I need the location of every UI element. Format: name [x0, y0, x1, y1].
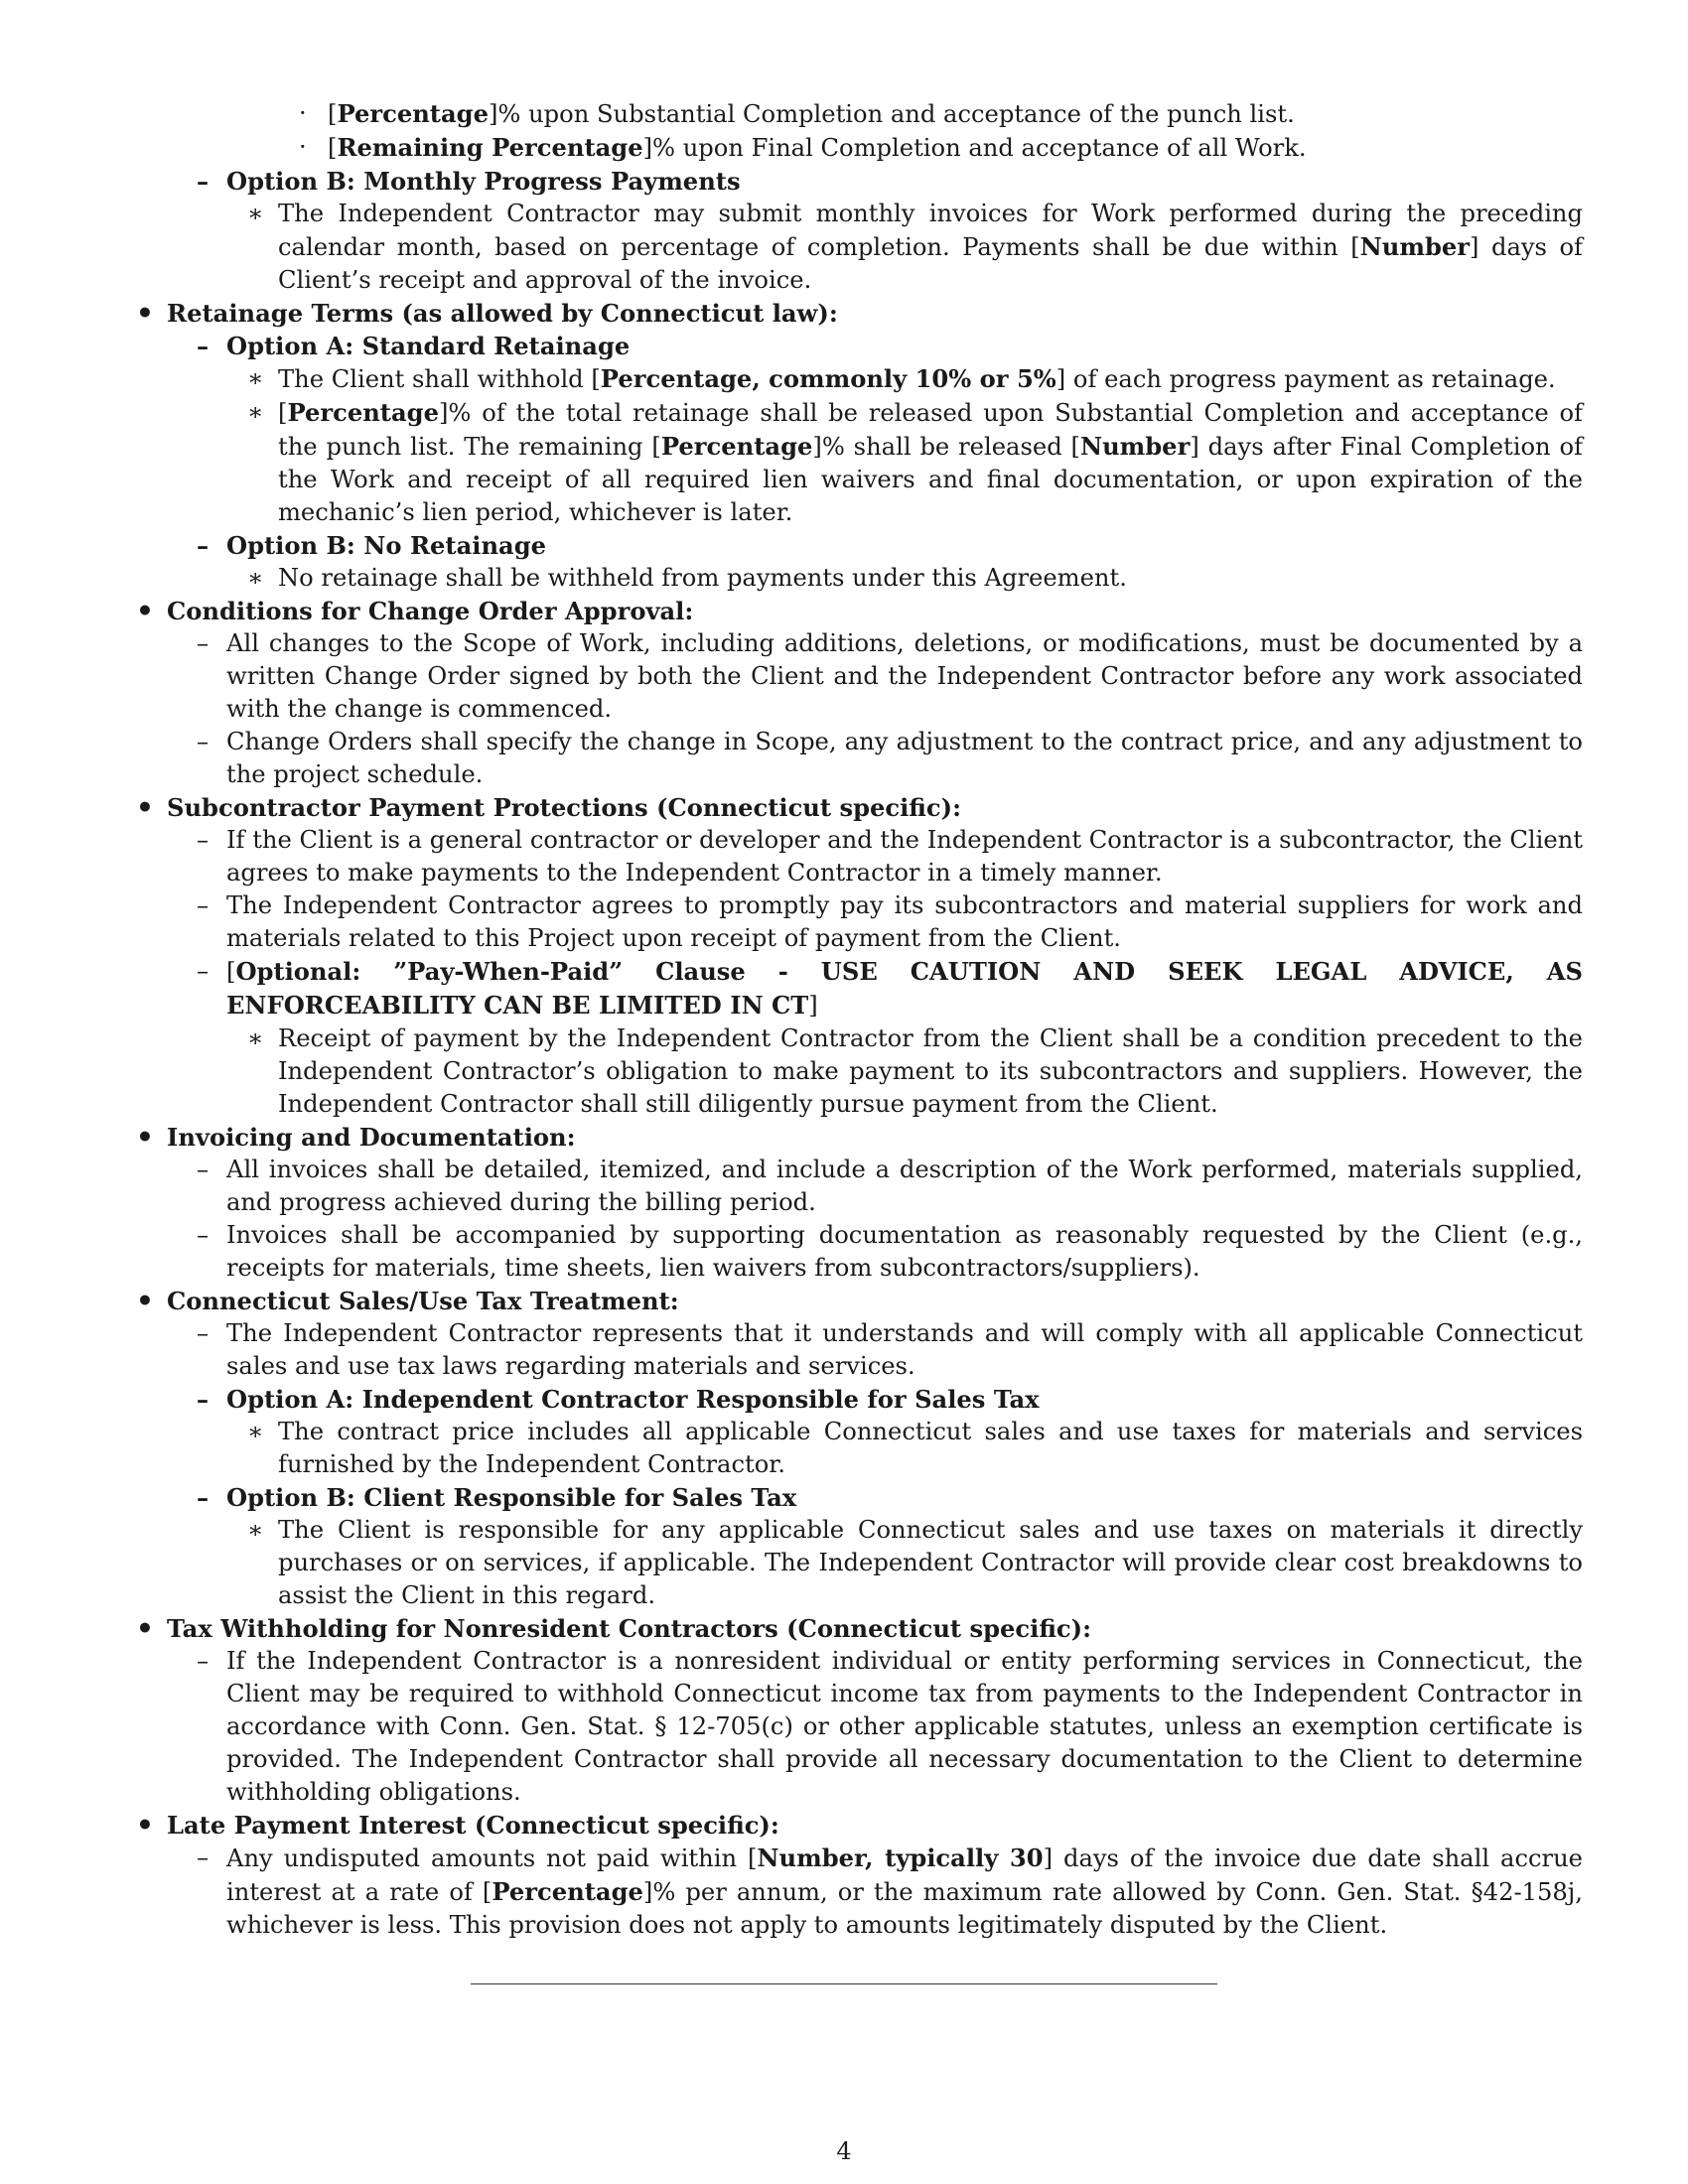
dash-marker: – [197, 1843, 210, 1871]
bold-text: Subcontractor Payment Protections (Connecticut specific): [167, 793, 961, 822]
item-text: The Independent Contractor agrees to promptly pay its subcontractors and material suppliers for work and materials related to this Project upon receipt of payment from the Client. [226, 891, 1583, 952]
item-text: Receipt of payment by the Independent Contractor from the Client shall be a condition precedent to the Independent Contractor’s obligation to make payment to its subcontractors and suppliers. However, the Independent Contractor shall still diligently pursue payment from the Client. [278, 1024, 1583, 1118]
item-text: All changes to the Scope of Work, including additions, deletions, or modifications, must be documented by a written Change Order signed by both the Client and the Independent Contractor before any work associated with the change is commenced. [226, 629, 1583, 723]
bold-text: Optional: ”Pay-When-Paid” Clause - USE CAUTION AND SEEK LEGAL ADVICE, AS ENFORCEABILITY CAN BE LIMITED IN CT [226, 957, 1583, 1020]
page-number: 4 [836, 2137, 852, 2165]
list-item [167, 131, 1583, 165]
list-heading [136, 1285, 1583, 1317]
bullet-marker: • [136, 1809, 154, 1842]
item-text: ]% upon Final Completion and acceptance of all Work. [642, 134, 1307, 162]
list-item [167, 362, 1583, 396]
item-text: ] days of Client’s receipt and approval of the invoice. [278, 233, 1583, 294]
item-text: ]% shall be released [ [812, 433, 1080, 461]
item-text: ]% upon Substantial Completion and acceptance of the punch list. [488, 100, 1295, 128]
asterisk-marker: ∗ [247, 200, 264, 227]
item-text: The Independent Contractor represents that it understands and will comply with all applicable Connecticut sales and use tax laws regarding materials and services. [226, 1319, 1583, 1380]
bold-text: Percentage [660, 432, 813, 461]
list-item [167, 955, 1583, 1023]
asterisk-marker: ∗ [247, 1418, 264, 1445]
document-body [136, 97, 1584, 1942]
list-item [167, 97, 1583, 131]
dash-marker: – [197, 1156, 210, 1183]
dash-marker: – [197, 531, 210, 560]
list-heading [136, 1612, 1583, 1645]
dash-marker: – [197, 1221, 210, 1249]
item-text: Change Orders shall specify the change in Scope, any adjustment to the contract price, and any adjustment to the project schedule. [226, 728, 1583, 788]
list-item [167, 627, 1583, 726]
item-text: The Client is responsible for any applicable Connecticut sales and use taxes on materials it directly purchases or on services, if applicable. The Independent Contractor will provide clear cost breakdowns to assist the Client in this regard. [278, 1516, 1583, 1609]
list-item [167, 1219, 1583, 1285]
list-item [167, 1317, 1583, 1383]
item-text: [ [226, 958, 236, 986]
bold-text: Option B: Monthly Progress Payments [226, 167, 741, 196]
item-text: ] days after Final Completion of the Work and receipt of all required lien waivers and final documentation, or upon expiration of the mechanic’s lien period, whichever is later. [278, 433, 1583, 526]
item-text: ] of each progress payment as retainage. [1055, 365, 1556, 393]
item-text: ]% per annum, or the maximum rate allowed by Conn. Gen. Stat. §42-158j, whichever is less. This provision does not apply to amounts legitimately disputed by the Client. [226, 1878, 1583, 1939]
dash-marker: – [197, 891, 210, 919]
dot-marker: · [299, 99, 307, 127]
list-item [167, 1023, 1583, 1121]
bold-text: Percentage [492, 1877, 643, 1906]
section-divider [471, 1983, 1217, 1984]
bold-text: Number, typically 30 [757, 1843, 1044, 1872]
bold-text: Percentage [337, 99, 489, 128]
list-item [167, 726, 1583, 791]
bullet-marker: • [136, 1285, 154, 1317]
item-text: [ [328, 134, 338, 162]
bold-text: Late Payment Interest (Connecticut specific): [167, 1811, 779, 1840]
dash-marker: – [197, 1483, 210, 1512]
list-item [167, 889, 1583, 955]
list-item [167, 562, 1583, 595]
dot-marker: · [299, 133, 307, 161]
asterisk-marker: ∗ [247, 364, 264, 392]
dash-marker: – [197, 1647, 210, 1675]
list-heading [167, 1383, 1583, 1416]
item-text: All invoices shall be detailed, itemized, and include a description of the Work performed, materials supplied, and progress achieved during the billing period. [226, 1156, 1583, 1216]
list-item [167, 824, 1583, 889]
asterisk-marker: ∗ [247, 398, 264, 426]
bold-text: Option B: No Retainage [226, 531, 547, 560]
list-item [167, 1416, 1583, 1481]
item-text: ] days of the invoice due date shall accrue interest at a rate of [ [226, 1844, 1583, 1906]
list-item [167, 1645, 1583, 1809]
bold-text: Number [1079, 432, 1191, 461]
list-item [167, 1514, 1583, 1612]
list-heading [167, 1481, 1583, 1514]
item-text: [ [328, 100, 338, 128]
dash-marker: – [197, 957, 210, 985]
bold-text: Percentage [287, 398, 439, 427]
list-heading [136, 297, 1583, 330]
bold-text: Remaining Percentage [337, 133, 643, 162]
dash-marker: – [197, 1319, 210, 1347]
list-heading [136, 1121, 1583, 1154]
item-text: If the Independent Contractor is a nonresident individual or entity performing services in Connecticut, the Client may be required to withhold Connecticut income tax from payments to the Independent Contractor in accordance with Conn. Gen. Stat. § 12-705(c) or other applicable statutes, unless an exemption certificate is provided. The Independent Contractor shall provide all necessary documentation to the Client to determine withholding obligations. [226, 1647, 1583, 1806]
item-text: Any undisputed amounts not paid within [ [226, 1844, 758, 1872]
dash-marker: – [197, 728, 210, 755]
bold-text: Tax Withholding for Nonresident Contractors (Connecticut specific): [167, 1614, 1092, 1643]
list-item [167, 396, 1583, 529]
bold-text: Invoicing and Documentation: [167, 1123, 576, 1152]
dash-marker: – [197, 167, 210, 196]
bullet-marker: • [136, 1612, 154, 1645]
bold-text: Connecticut Sales/Use Tax Treatment: [167, 1287, 679, 1315]
bold-text: Option B: Client Responsible for Sales Tax [226, 1483, 797, 1512]
bold-text: Number [1359, 232, 1470, 261]
bullet-marker: • [136, 297, 154, 330]
bold-text: Option A: Standard Retainage [226, 332, 631, 360]
item-text: If the Client is a general contractor or developer and the Independent Contractor is a subcontractor, the Client agrees to make payments to the Independent Contractor in a timely manner. [226, 826, 1584, 887]
list-heading [136, 595, 1583, 627]
list-item [167, 198, 1583, 297]
bullet-marker: • [136, 791, 154, 824]
bold-text: Option A: Independent Contractor Responsible for Sales Tax [226, 1385, 1040, 1414]
dash-marker: – [197, 629, 210, 657]
asterisk-marker: ∗ [247, 564, 264, 592]
dash-marker: – [197, 826, 210, 854]
asterisk-marker: ∗ [247, 1024, 264, 1052]
item-text: ]% of the total retainage shall be released upon Substantial Completion and acceptance of the punch list. The remaining [ [278, 399, 1583, 461]
list-item [167, 1842, 1583, 1942]
item-text: [ [278, 399, 288, 427]
list-heading [136, 1809, 1583, 1842]
item-text: Invoices shall be accompanied by supporting documentation as reasonably requested by the Client (e.g., receipts for materials, time sheets, lien waivers from subcontractors/suppliers). [226, 1221, 1583, 1282]
dash-marker: – [197, 1385, 210, 1414]
item-text: The Independent Contractor may submit monthly invoices for Work performed during the preceding calendar month, based on percentage of completion. Payments shall be due within [ [278, 200, 1583, 261]
bold-text: Percentage, commonly 10% or 5% [600, 364, 1056, 393]
item-text: The Client shall withhold [ [278, 365, 601, 393]
list-heading [167, 330, 1583, 362]
asterisk-marker: ∗ [247, 1516, 264, 1544]
list-heading [167, 165, 1583, 198]
bold-text: Retainage Terms (as allowed by Connecticut law): [167, 299, 838, 328]
item-text: ] [808, 992, 818, 1020]
list-heading [167, 529, 1583, 562]
list-heading [136, 791, 1583, 824]
item-text: No retainage shall be withheld from payments under this Agreement. [278, 564, 1127, 592]
dash-marker: – [197, 332, 210, 360]
list-item [167, 1154, 1583, 1219]
bold-text: Conditions for Change Order Approval: [167, 597, 694, 625]
bullet-marker: • [136, 1121, 154, 1154]
bullet-marker: • [136, 595, 154, 627]
item-text: The contract price includes all applicable Connecticut sales and use taxes for materials and services furnished by the Independent Contractor. [278, 1418, 1583, 1478]
